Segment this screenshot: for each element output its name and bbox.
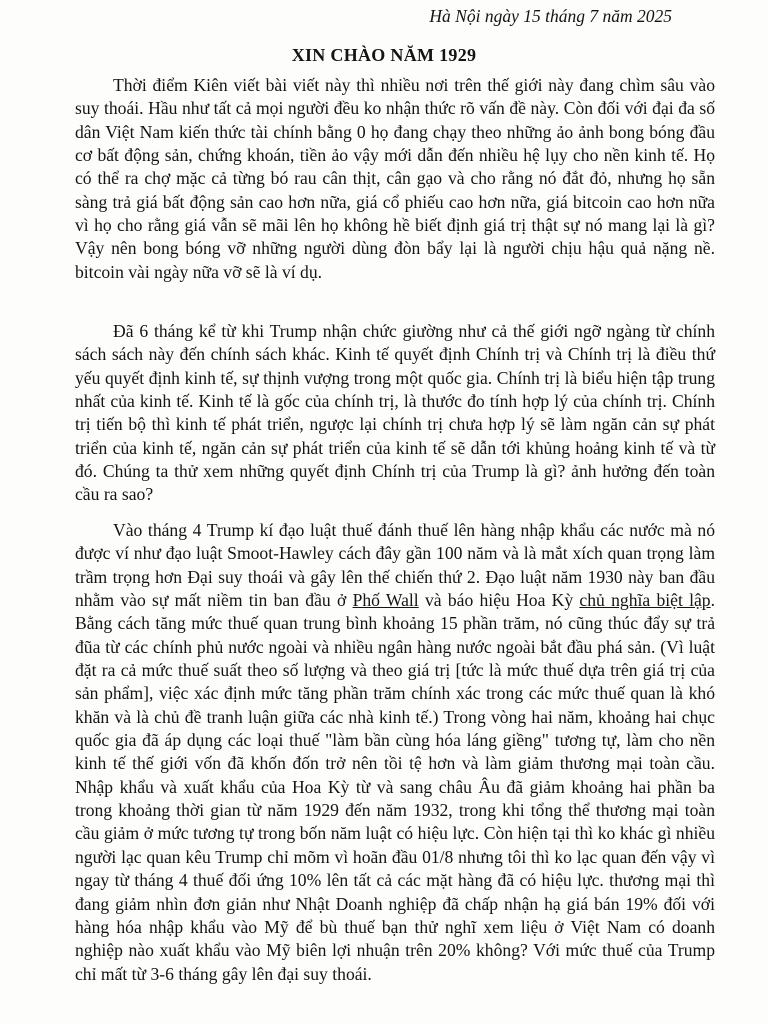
date-line: Hà Nội ngày 15 tháng 7 năm 2025 [429, 6, 672, 26]
paragraph-3-text-b: và báo hiệu Hoa Kỳ [418, 590, 580, 611]
paragraph-3-text-c: . Bằng cách tăng mức thuế quan trung bình khoảng 15 phần trăm, nó cũng thúc đẩy sự trả đũa từ các chính phủ nước ngoài và nhiều ngân hàng nước ngoài bắt đầu phá sản. (Vì luật đặt ra cả mức thuế suất theo số lượng và theo giá trị [tức là mức thuế dựa trên giá trị của sản phẩm], việc xác định mức tăng phần trăm chính xác trong các mức thuế quan là khó khăn và là chủ đề tranh luận giữa các nhà kinh tế.) Trong vòng hai năm, khoảng hai chục quốc gia đã áp dụng các loại thuế "làm bần cùng hóa láng giềng" tương tự, làm cho nền kinh tế thế giới vốn đã khốn đốn trở nên tồi tệ hơn và làm giảm thương mại toàn cầu. Nhập khẩu và xuất khẩu của Hoa Kỳ từ và sang châu Âu đã giảm khoảng hai phần ba trong khoảng thời gian từ năm 1929 đến năm 1932, trong khi tổng thể thương mại toàn cầu giảm ở mức tương tự trong bốn năm luật có hiệu lực. Còn hiện tại thì ko khác gì nhiều người lạc quan kêu Trump chỉ mõm vì hoãn đầu 01/8 nhưng tôi thì ko lạc quan đến vậy vì ngay từ tháng 4 thuế đối ứng 10% lên tất cả các mặt hàng đã có hiệu lực. thương mại thì đang giảm nhìn đơn giản như Nhật Doanh nghiệp đã chấp nhận hạ giá bán 19% đối với hàng hóa nhập khẩu vào Mỹ để bù thuế bạn thử nghĩ xem liệu ở Việt Nam có doanh nghiệp nào xuất khẩu vào Mỹ biên lợi nhuận trên 20% không? Với mức thuế của Trump chỉ mất từ 3-6 tháng gây lên đại suy thoái. [75, 590, 716, 984]
underlined-term-isolationism: chủ nghĩa biệt lập [579, 590, 711, 611]
paragraph-3 [75, 519, 715, 986]
paragraph-2: Đã 6 tháng kể từ khi Trump nhận chức giường như cả thế giới ngỡ ngàng từ chính sách sách này đến chính sách khác. Kinh tế quyết định Chính trị và Chính trị là điều thứ yếu quyết định kinh tế, sự thịnh vượng trong một quốc gia. Chính trị là biểu hiện tập trung nhất của kinh tế. Kinh tế là gốc của chính trị, là thước đo tính hợp lý của chính trị. Chính trị tiến bộ thì kinh tế phát triển, ngược lại chính trị chưa hợp lý sẽ làm ngăn cản sự phát triển của kinh tế, ngăn cản sự phát triển của kinh tế sẽ dẫn tới khủng hoảng kinh tế và từ đó. Chúng ta thử xem những quyết định Chính trị của Trump là gì? ảnh hưởng đến toàn cầu ra sao? [75, 321, 715, 505]
document-title: XIN CHÀO NĂM 1929 [291, 45, 477, 65]
underlined-term-pho-wall: Phố Wall [352, 590, 419, 611]
paragraph-1: Thời điểm Kiên viết bài viết này thì nhiều nơi trên thế giới này đang chìm sâu vào suy thoái. Hầu như tất cả mọi người đều ko nhận thức rõ vấn đề này. Còn đối với đại đa số dân Việt Nam kiến thức tài chính bằng 0 họ đang chạy theo những ảo ảnh bong bóng đầu cơ bất động sản, chứng khoán, tiền ảo vậy mới dẫn đến nhiều hệ lụy cho nền kinh tế. Họ có thể ra chợ mặc cả từng bó rau cân thịt, cân gạo và cho rằng nó đắt đỏ, nhưng họ sẵn sàng trả giá bất động sản cao hơn nữa, giá cổ phiếu cao hơn nữa, giá bitcoin cao hơn nữa vì họ cho rằng giá vẫn sẽ mãi lên họ không hề biết định giá trị thật sự nó mang lại là gì? Vậy nên bong bóng vỡ những người dùng đòn bẩy lại là người chịu hậu quả nặng nề. bitcoin vài ngày nữa vỡ sẽ là ví dụ. [75, 75, 715, 282]
paragraph-3-text-a: Vào tháng 4 Trump kí đạo luật thuế đánh thuế lên hàng nhập khẩu các nước mà nó được ví như đạo luật Smoot-Hawley cách đây gần 100 năm và là mắt xích quan trọng làm trầm trọng hơn Đại suy thoái và gây lên thế chiến thứ 2. Đạo luật năm 1930 này ban đầu nhằm vào sự mất niềm tin ban đầu ở [75, 520, 715, 611]
